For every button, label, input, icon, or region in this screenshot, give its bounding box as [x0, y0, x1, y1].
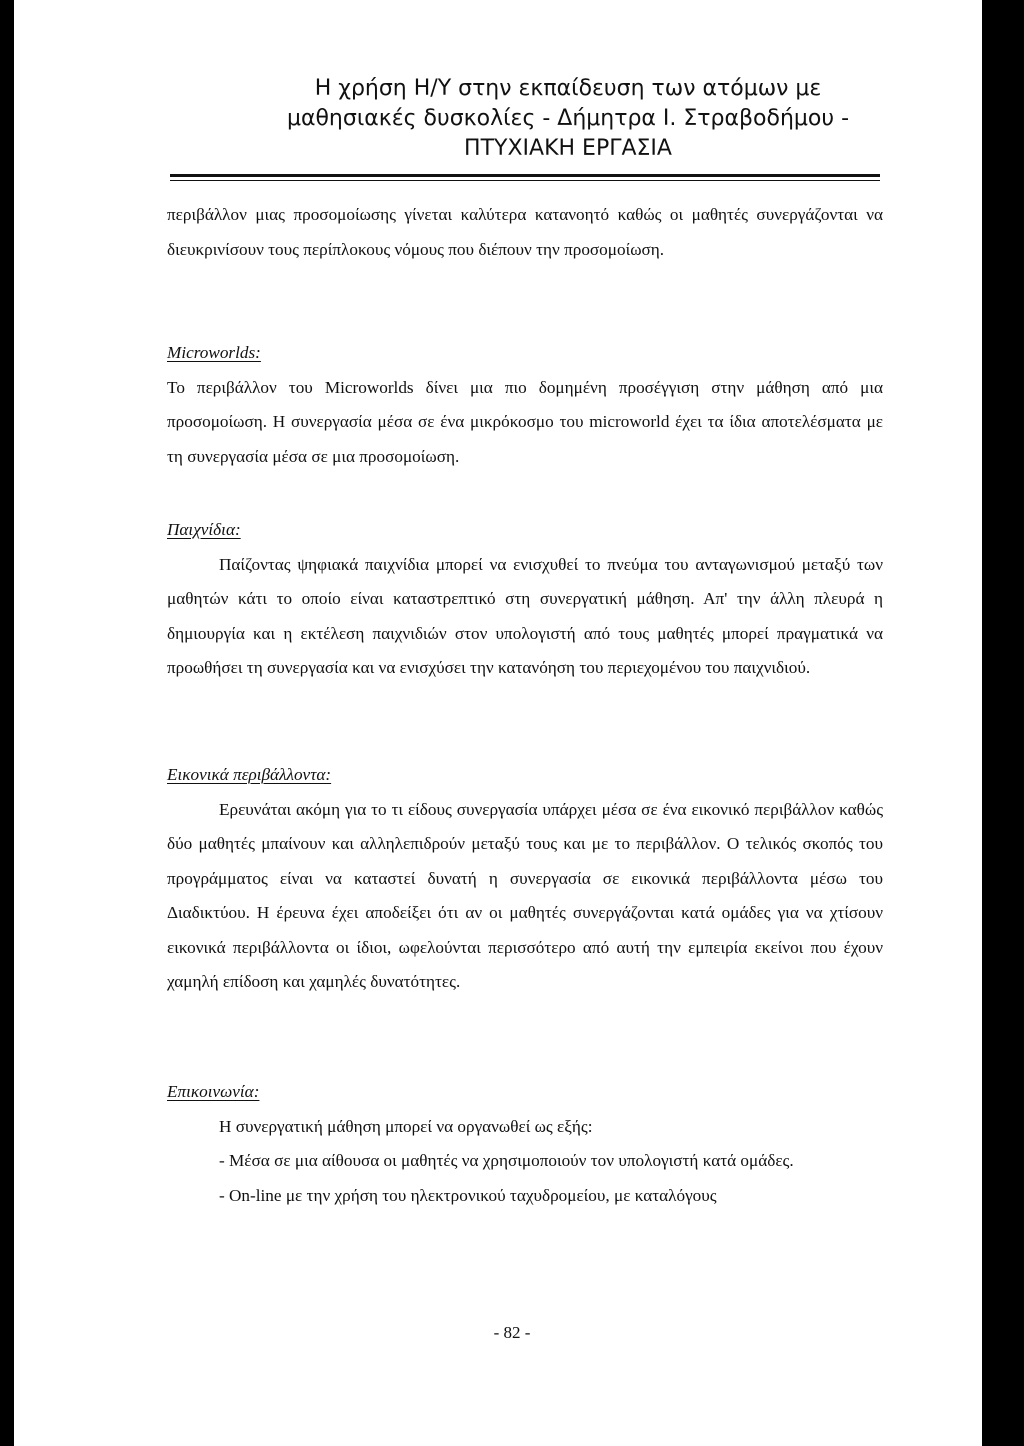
games-heading: Παιχνίδια:	[167, 520, 241, 539]
microworlds-heading: Microworlds:	[167, 343, 261, 362]
running-header	[14, 74, 982, 164]
header-rule	[170, 174, 880, 177]
header-line-1: Η χρήση Η/Υ στην εκπαίδευση των ατόμων με	[314, 76, 822, 101]
intro-section	[167, 198, 883, 267]
virtual-paragraph: Ερευνάται ακόμη για το τι είδους συνεργασία υπάρχει μέσα σε ένα εικονικό περιβάλλον καθώς δύο μαθητές μπαίνουν και αλληλεπιδρούν μεταξύ τους και με το περιβάλλον. Ο τελικός σκοπός του προγράμματος είναι να καταστεί δυνατή η συνεργασία σε εικονικά περιβάλλοντα μέσω του Διαδικτύου. Η έρευνα έχει αποδείξει ότι αν οι μαθητές συνεργάζονται κατά ομάδες για να χτίσουν εικονικά περιβάλλοντα οι ίδιοι, ωφελούνται περισσότερο από αυτή την εμπειρία εκείνοι που έχουν χαμηλή επίδοση και χαμηλές δυνατότητες.	[167, 799, 883, 991]
microworlds-section	[167, 336, 883, 474]
intro-paragraph: περιβάλλον μιας προσομοίωσης γίνεται καλύτερα κατανοητό καθώς οι μαθητές συνεργάζονται να διευκρινίσουν τους περίπλοκους νόμους που διέπουν την προσομοίωση.	[167, 205, 883, 259]
virtual-heading: Εικονικά περιβάλλοντα:	[167, 765, 332, 784]
communication-heading: Επικοινωνία:	[167, 1082, 260, 1101]
page-number: - 82 -	[493, 1323, 531, 1342]
document-page	[14, 0, 982, 1446]
header-line-2: μαθησιακές δυσκολίες - Δήμητρα Ι. Στραβοδήμου -	[286, 106, 850, 131]
list-item: - Μέσα σε μια αίθουσα οι μαθητές να χρησιμοποιούν τον υπολογιστή κατά ομάδες.	[219, 1151, 794, 1170]
communication-intro: Η συνεργατική μάθηση μπορεί να οργανωθεί ως εξής:	[219, 1116, 593, 1136]
games-paragraph: Παίζοντας ψηφιακά παιχνίδια μπορεί να ενισχυθεί το πνεύμα του ανταγωνισμού μεταξύ των μαθητών κάτι το οποίο είναι καταστρεπτικό στη συνεργατική μάθηση. Απ' την άλλη πλευρά η δημιουργία και η εκτέλεση παιχνιδιών στον υπολογιστή από τους μαθητές μπορεί πραγματικά να προωθήσει τη συνεργασία και να ενισχύσει την κατανόηση του περιεχομένου του παιχνιδιού.	[167, 554, 883, 677]
header-rule-thin	[170, 180, 880, 181]
microworlds-paragraph: Το περιβάλλον του Microworlds δίνει μια πιο δομημένη προσέγγιση στην μάθηση από μια προσομοίωση. Η συνεργασία μέσα σε ένα μικρόκοσμο του microworld έχει τα ίδια αποτελέσματα με τη συνεργασία μέσα σε μια προσομοίωση.	[167, 377, 883, 466]
header-line-3: ΠΤΥΧΙΑΚΗ ΕΡΓΑΣΙΑ	[464, 136, 672, 161]
communication-section	[167, 1075, 883, 1213]
virtual-section	[167, 758, 883, 1000]
games-section	[167, 513, 883, 686]
list-item: - On-line με την χρήση του ηλεκτρονικού ταχυδρομείου, με καταλόγους	[219, 1185, 717, 1205]
